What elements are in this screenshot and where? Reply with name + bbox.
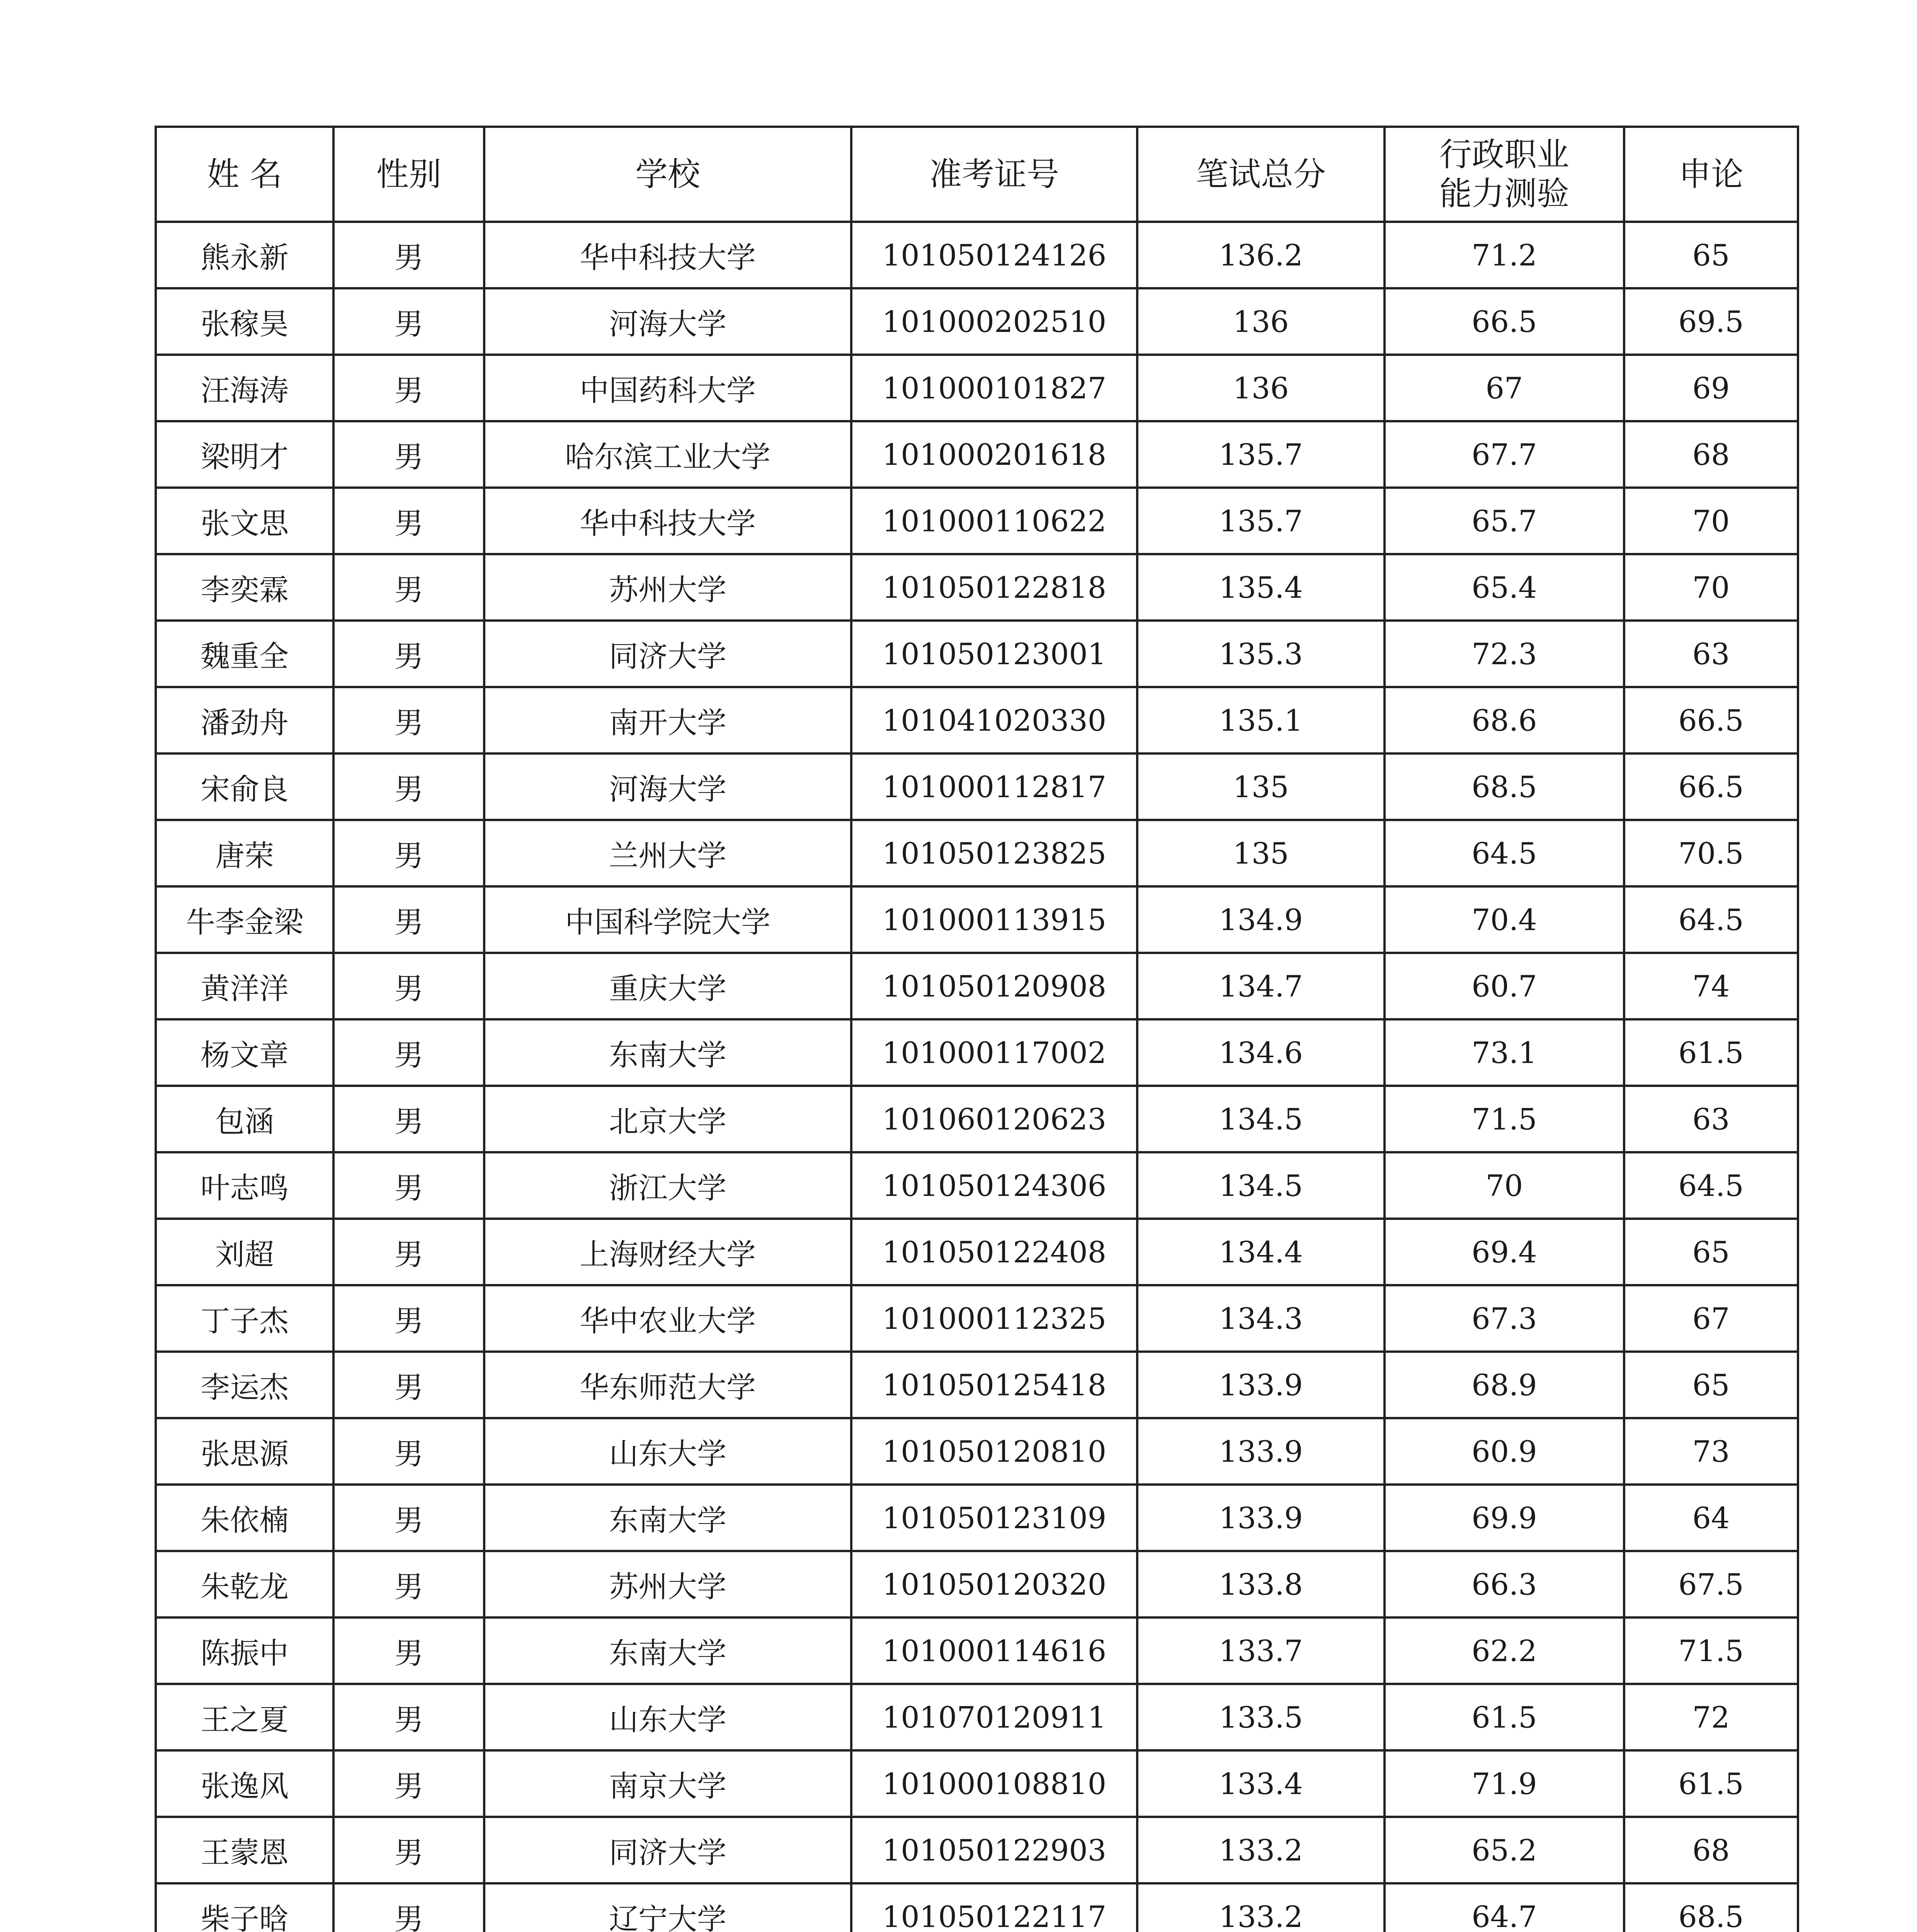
- cell-total: 136: [1137, 355, 1385, 421]
- cell-school: 同济大学: [484, 621, 851, 687]
- table-row: [156, 1617, 1798, 1684]
- cell-shenlun: 70: [1624, 554, 1798, 621]
- cell-gender: 男: [333, 1019, 484, 1086]
- cell-exam-id: 101050122408: [851, 1219, 1137, 1285]
- cell-total: 135.7: [1137, 488, 1385, 554]
- cell-exam-id: 101060120623: [851, 1086, 1137, 1152]
- cell-name: 唐荣: [156, 820, 333, 886]
- cell-shenlun: 66.5: [1624, 753, 1798, 820]
- cell-total: 134.4: [1137, 1219, 1385, 1285]
- cell-gender: 男: [333, 953, 484, 1019]
- cell-name: 杨文章: [156, 1019, 333, 1086]
- table-row: [156, 1817, 1798, 1883]
- cell-xingce: 67.3: [1385, 1285, 1624, 1352]
- cell-name: 黄洋洋: [156, 953, 333, 1019]
- cell-xingce: 67.7: [1385, 421, 1624, 488]
- cell-name: 牛李金梁: [156, 886, 333, 953]
- cell-total: 134.7: [1137, 953, 1385, 1019]
- cell-gender: 男: [333, 288, 484, 355]
- cell-gender: 男: [333, 1883, 484, 1932]
- cell-shenlun: 65: [1624, 222, 1798, 288]
- table-row: [156, 1750, 1798, 1817]
- cell-gender: 男: [333, 554, 484, 621]
- cell-school: 北京大学: [484, 1086, 851, 1152]
- cell-exam-id: 101000202510: [851, 288, 1137, 355]
- cell-total: 133.9: [1137, 1352, 1385, 1418]
- cell-shenlun: 63: [1624, 1086, 1798, 1152]
- cell-exam-id: 101000117002: [851, 1019, 1137, 1086]
- cell-name: 李运杰: [156, 1352, 333, 1418]
- cell-xingce: 67: [1385, 355, 1624, 421]
- table-row: [156, 1418, 1798, 1485]
- cell-exam-id: 101000101827: [851, 355, 1137, 421]
- cell-gender: 男: [333, 886, 484, 953]
- cell-school: 东南大学: [484, 1019, 851, 1086]
- cell-shenlun: 68.5: [1624, 1883, 1798, 1932]
- cell-school: 南开大学: [484, 687, 851, 753]
- cell-school: 华中科技大学: [484, 488, 851, 554]
- cell-total: 134.5: [1137, 1086, 1385, 1152]
- table-row: [156, 1219, 1798, 1285]
- cell-gender: 男: [333, 1086, 484, 1152]
- cell-name: 王之夏: [156, 1684, 333, 1750]
- cell-xingce: 68.6: [1385, 687, 1624, 753]
- cell-shenlun: 69.5: [1624, 288, 1798, 355]
- cell-gender: 男: [333, 621, 484, 687]
- cell-name: 张思源: [156, 1418, 333, 1485]
- cell-xingce: 71.5: [1385, 1086, 1624, 1152]
- header-row: [156, 127, 1798, 222]
- cell-exam-id: 101050124126: [851, 222, 1137, 288]
- table-row: [156, 1086, 1798, 1152]
- table-row: [156, 421, 1798, 488]
- cell-name: 王蒙恩: [156, 1817, 333, 1883]
- cell-total: 136: [1137, 288, 1385, 355]
- cell-gender: 男: [333, 421, 484, 488]
- cell-exam-id: 101050125418: [851, 1352, 1137, 1418]
- table-row: [156, 1883, 1798, 1932]
- cell-gender: 男: [333, 1418, 484, 1485]
- table-row: [156, 687, 1798, 753]
- cell-school: 山东大学: [484, 1418, 851, 1485]
- cell-school: 哈尔滨工业大学: [484, 421, 851, 488]
- cell-xingce: 66.3: [1385, 1551, 1624, 1617]
- cell-shenlun: 74: [1624, 953, 1798, 1019]
- cell-shenlun: 64.5: [1624, 886, 1798, 953]
- cell-xingce: 65.7: [1385, 488, 1624, 554]
- table-row: [156, 554, 1798, 621]
- header-shenlun: 申论: [1624, 127, 1798, 222]
- cell-name: 张文思: [156, 488, 333, 554]
- score-table: [155, 126, 1799, 1932]
- cell-school: 浙江大学: [484, 1152, 851, 1219]
- table-row: [156, 1152, 1798, 1219]
- cell-shenlun: 73: [1624, 1418, 1798, 1485]
- cell-school: 中国药科大学: [484, 355, 851, 421]
- cell-school: 中国科学院大学: [484, 886, 851, 953]
- cell-total: 133.7: [1137, 1617, 1385, 1684]
- cell-gender: 男: [333, 820, 484, 886]
- cell-exam-id: 101000114616: [851, 1617, 1137, 1684]
- cell-xingce: 69.9: [1385, 1485, 1624, 1551]
- cell-total: 134.3: [1137, 1285, 1385, 1352]
- cell-shenlun: 61.5: [1624, 1019, 1798, 1086]
- cell-total: 135.1: [1137, 687, 1385, 753]
- cell-school: 南京大学: [484, 1750, 851, 1817]
- cell-name: 丁子杰: [156, 1285, 333, 1352]
- cell-exam-id: 101050120810: [851, 1418, 1137, 1485]
- cell-total: 134.6: [1137, 1019, 1385, 1086]
- cell-school: 重庆大学: [484, 953, 851, 1019]
- cell-exam-id: 101050122117: [851, 1883, 1137, 1932]
- cell-name: 宋俞良: [156, 753, 333, 820]
- table-row: [156, 355, 1798, 421]
- cell-xingce: 60.9: [1385, 1418, 1624, 1485]
- table-row: [156, 222, 1798, 288]
- cell-xingce: 66.5: [1385, 288, 1624, 355]
- header-xingce: [1385, 127, 1624, 222]
- cell-total: 133.5: [1137, 1684, 1385, 1750]
- cell-xingce: 60.7: [1385, 953, 1624, 1019]
- cell-name: 叶志鸣: [156, 1152, 333, 1219]
- cell-total: 135: [1137, 820, 1385, 886]
- cell-school: 同济大学: [484, 1817, 851, 1883]
- cell-shenlun: 67.5: [1624, 1551, 1798, 1617]
- cell-shenlun: 64: [1624, 1485, 1798, 1551]
- table-row: [156, 1684, 1798, 1750]
- cell-total: 135.3: [1137, 621, 1385, 687]
- cell-name: 陈振中: [156, 1617, 333, 1684]
- cell-school: 东南大学: [484, 1617, 851, 1684]
- table-row: [156, 1551, 1798, 1617]
- cell-name: 包涵: [156, 1086, 333, 1152]
- cell-total: 136.2: [1137, 222, 1385, 288]
- cell-school: 山东大学: [484, 1684, 851, 1750]
- cell-exam-id: 101000110622: [851, 488, 1137, 554]
- cell-gender: 男: [333, 687, 484, 753]
- cell-shenlun: 65: [1624, 1219, 1798, 1285]
- cell-exam-id: 101000108810: [851, 1750, 1137, 1817]
- cell-shenlun: 69: [1624, 355, 1798, 421]
- cell-xingce: 68.9: [1385, 1352, 1624, 1418]
- cell-exam-id: 101050122818: [851, 554, 1137, 621]
- cell-xingce: 73.1: [1385, 1019, 1624, 1086]
- cell-xingce: 64.5: [1385, 820, 1624, 886]
- cell-exam-id: 101050123825: [851, 820, 1137, 886]
- header-total: 笔试总分: [1137, 127, 1385, 222]
- cell-xingce: 61.5: [1385, 1684, 1624, 1750]
- cell-total: 135: [1137, 753, 1385, 820]
- cell-school: 上海财经大学: [484, 1219, 851, 1285]
- cell-school: 河海大学: [484, 288, 851, 355]
- cell-exam-id: 101041020330: [851, 687, 1137, 753]
- header-name: 姓 名: [156, 127, 333, 222]
- cell-total: 133.2: [1137, 1817, 1385, 1883]
- cell-shenlun: 63: [1624, 621, 1798, 687]
- cell-total: 133.4: [1137, 1750, 1385, 1817]
- cell-xingce: 65.2: [1385, 1817, 1624, 1883]
- cell-shenlun: 68: [1624, 421, 1798, 488]
- cell-gender: 男: [333, 488, 484, 554]
- cell-gender: 男: [333, 1617, 484, 1684]
- cell-gender: 男: [333, 1152, 484, 1219]
- table-row: [156, 820, 1798, 886]
- header-exam-id: 准考证号: [851, 127, 1137, 222]
- cell-school: 苏州大学: [484, 1551, 851, 1617]
- table-row: [156, 488, 1798, 554]
- cell-shenlun: 72: [1624, 1684, 1798, 1750]
- cell-shenlun: 67: [1624, 1285, 1798, 1352]
- cell-name: 张稼昊: [156, 288, 333, 355]
- cell-shenlun: 65: [1624, 1352, 1798, 1418]
- cell-xingce: 69.4: [1385, 1219, 1624, 1285]
- cell-total: 133.2: [1137, 1883, 1385, 1932]
- table-row: [156, 1019, 1798, 1086]
- cell-gender: 男: [333, 355, 484, 421]
- cell-xingce: 68.5: [1385, 753, 1624, 820]
- cell-total: 134.9: [1137, 886, 1385, 953]
- table-body: [156, 222, 1798, 1932]
- cell-gender: 男: [333, 1750, 484, 1817]
- cell-gender: 男: [333, 1817, 484, 1883]
- cell-gender: 男: [333, 1285, 484, 1352]
- cell-school: 苏州大学: [484, 554, 851, 621]
- header-school: 学校: [484, 127, 851, 222]
- table-row: [156, 1352, 1798, 1418]
- cell-name: 李奕霖: [156, 554, 333, 621]
- cell-xingce: 70: [1385, 1152, 1624, 1219]
- cell-gender: 男: [333, 1219, 484, 1285]
- cell-school: 辽宁大学: [484, 1883, 851, 1932]
- cell-name: 张逸风: [156, 1750, 333, 1817]
- cell-shenlun: 70: [1624, 488, 1798, 554]
- table-row: [156, 886, 1798, 953]
- cell-total: 133.8: [1137, 1551, 1385, 1617]
- cell-gender: 男: [333, 1684, 484, 1750]
- cell-gender: 男: [333, 1352, 484, 1418]
- cell-gender: 男: [333, 1485, 484, 1551]
- cell-total: 135.7: [1137, 421, 1385, 488]
- cell-xingce: 65.4: [1385, 554, 1624, 621]
- cell-xingce: 70.4: [1385, 886, 1624, 953]
- cell-exam-id: 101050124306: [851, 1152, 1137, 1219]
- cell-xingce: 71.2: [1385, 222, 1624, 288]
- cell-shenlun: 71.5: [1624, 1617, 1798, 1684]
- cell-name: 朱乾龙: [156, 1551, 333, 1617]
- cell-school: 东南大学: [484, 1485, 851, 1551]
- cell-gender: 男: [333, 1551, 484, 1617]
- header-gender: 性别: [333, 127, 484, 222]
- cell-name: 魏重全: [156, 621, 333, 687]
- cell-shenlun: 61.5: [1624, 1750, 1798, 1817]
- cell-name: 潘劲舟: [156, 687, 333, 753]
- cell-name: 柴子晗: [156, 1883, 333, 1932]
- table-row: [156, 1285, 1798, 1352]
- cell-shenlun: 70.5: [1624, 820, 1798, 886]
- cell-school: 华中科技大学: [484, 222, 851, 288]
- cell-total: 133.9: [1137, 1418, 1385, 1485]
- cell-shenlun: 66.5: [1624, 687, 1798, 753]
- table-row: [156, 753, 1798, 820]
- cell-exam-id: 101000201618: [851, 421, 1137, 488]
- cell-name: 朱依楠: [156, 1485, 333, 1551]
- cell-total: 133.9: [1137, 1485, 1385, 1551]
- header-xingce-line1: 行政职业: [1439, 136, 1569, 174]
- cell-school: 华东师范大学: [484, 1352, 851, 1418]
- cell-exam-id: 101050123109: [851, 1485, 1137, 1551]
- cell-exam-id: 101000113915: [851, 886, 1137, 953]
- cell-exam-id: 101050120908: [851, 953, 1137, 1019]
- cell-gender: 男: [333, 753, 484, 820]
- header-xingce-line2: 能力测验: [1439, 175, 1569, 213]
- cell-total: 134.5: [1137, 1152, 1385, 1219]
- cell-xingce: 71.9: [1385, 1750, 1624, 1817]
- score-sheet: [155, 126, 1797, 1932]
- cell-xingce: 62.2: [1385, 1617, 1624, 1684]
- cell-total: 135.4: [1137, 554, 1385, 621]
- cell-xingce: 64.7: [1385, 1883, 1624, 1932]
- cell-school: 河海大学: [484, 753, 851, 820]
- cell-exam-id: 101050123001: [851, 621, 1137, 687]
- cell-school: 华中农业大学: [484, 1285, 851, 1352]
- table-row: [156, 288, 1798, 355]
- cell-exam-id: 101000112325: [851, 1285, 1137, 1352]
- cell-xingce: 72.3: [1385, 621, 1624, 687]
- table-row: [156, 621, 1798, 687]
- cell-school: 兰州大学: [484, 820, 851, 886]
- cell-gender: 男: [333, 222, 484, 288]
- cell-exam-id: 101000112817: [851, 753, 1137, 820]
- cell-name: 梁明才: [156, 421, 333, 488]
- cell-name: 汪海涛: [156, 355, 333, 421]
- cell-exam-id: 101070120911: [851, 1684, 1137, 1750]
- table-row: [156, 1485, 1798, 1551]
- cell-shenlun: 64.5: [1624, 1152, 1798, 1219]
- cell-name: 刘超: [156, 1219, 333, 1285]
- table-row: [156, 953, 1798, 1019]
- cell-exam-id: 101050122903: [851, 1817, 1137, 1883]
- cell-shenlun: 68: [1624, 1817, 1798, 1883]
- cell-name: 熊永新: [156, 222, 333, 288]
- cell-exam-id: 101050120320: [851, 1551, 1137, 1617]
